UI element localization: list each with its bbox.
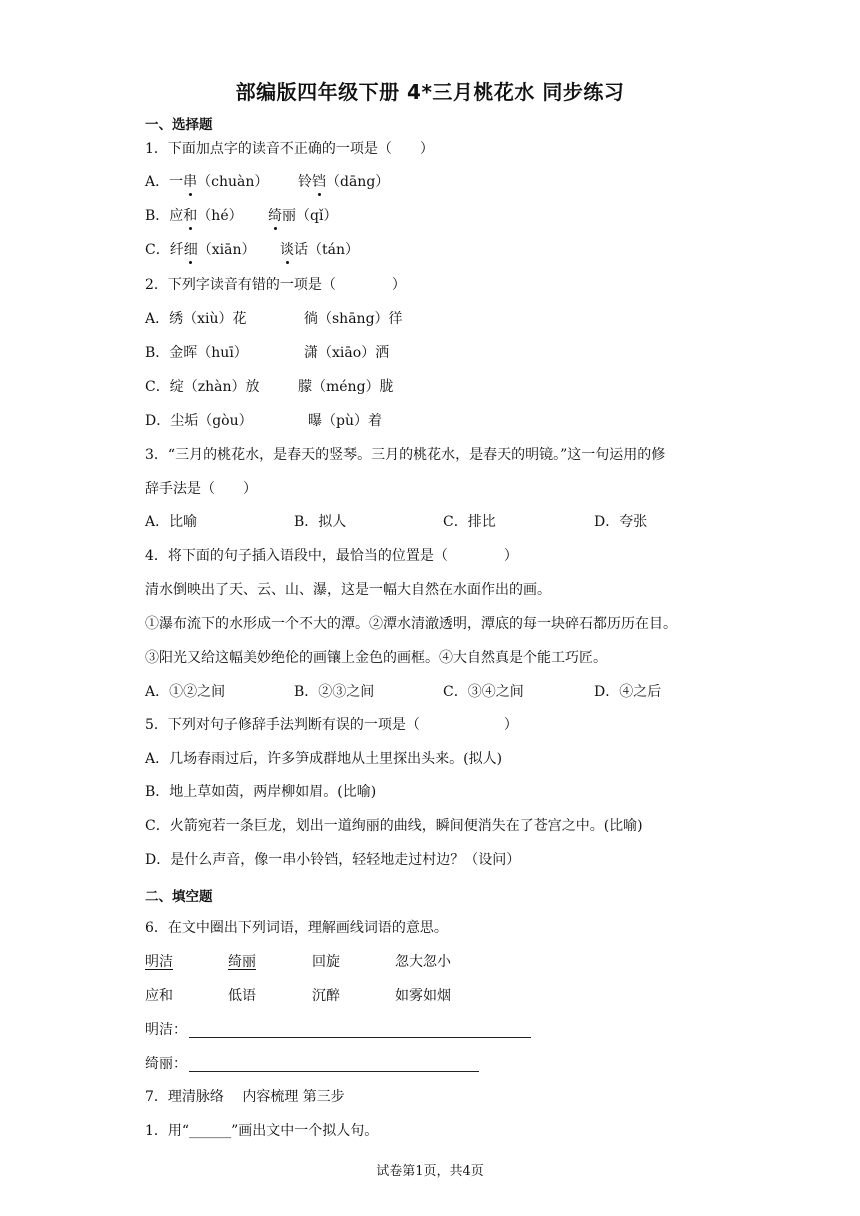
dotted-char: 铛 (312, 174, 326, 190)
section-heading-choice: 一、选择题 (145, 117, 213, 133)
page-footer: 试卷第1页，共4页 (376, 1164, 484, 1179)
word: 沉醉 (312, 988, 340, 1004)
text: 话（tán） (294, 242, 359, 258)
question-2-stem: 2．下列字读音有错的一项是（ ） (145, 277, 406, 293)
question-1-option-a (145, 172, 268, 192)
section-heading-fill: 二、填空题 (145, 889, 213, 905)
question-4-passage-line2: ③阳光又给这幅美妙绝伦的画镶上金色的画框。④大自然真是个能工巧匠。 (145, 650, 607, 666)
question-1-option-c (145, 240, 255, 260)
text: C．纤 (145, 242, 184, 258)
question-3-stem-line2: 辞手法是（ ） (145, 481, 257, 497)
word: 忽大忽小 (395, 954, 451, 970)
question-7-sub-1: 1．用“______”画出文中一个拟人句。 (145, 1123, 379, 1139)
dotted-char: 串 (183, 174, 198, 190)
word-underlined: 明洁 (145, 954, 173, 970)
question-7-stem: 7．理清脉络 内容梳理 第三步 (145, 1089, 345, 1105)
question-4-option-d: D．④之后 (594, 684, 662, 700)
question-1-option-b (145, 206, 243, 226)
text: （dāng） (326, 174, 390, 190)
dotted-char: 绮 (268, 208, 282, 224)
answer-blank-mingjie[interactable] (189, 1037, 531, 1038)
question-3-stem-line1: 3．“三月的桃花水，是春天的竖琴。三月的桃花水，是春天的明镜。”这一句运用的修 (145, 447, 666, 463)
question-5-option-a: A．几场春雨过后，许多笋成群地从土里探出头来。(拟人) (145, 751, 503, 767)
question-2-option-d-second: 曝（pù）着 (308, 413, 382, 429)
question-4-option-c: C．③④之间 (443, 684, 524, 700)
question-2-option-a-second: 徜（shāng）徉 (304, 311, 403, 327)
word: 应和 (145, 988, 173, 1004)
word: 回旋 (312, 954, 340, 970)
question-1-option-b-second (268, 206, 337, 226)
dotted-char: 谈 (280, 242, 294, 258)
question-6-stem: 6．在文中圈出下列词语，理解画线词语的意思。 (145, 920, 448, 936)
question-3-option-b: B．拟人 (294, 514, 347, 530)
question-3-option-a: A．比喻 (145, 514, 198, 530)
text: A．一 (145, 174, 184, 190)
question-3-option-d: D．夸张 (594, 514, 648, 530)
question-4-stem: 4．将下面的句子插入语段中，最恰当的位置是（ ） (145, 548, 518, 564)
word-underlined: 绮丽 (228, 954, 256, 970)
question-4-option-b: B．②③之间 (294, 684, 375, 700)
question-1-option-a-second (298, 172, 389, 192)
text: 铃 (298, 174, 312, 190)
text: （xiān） (197, 242, 256, 258)
question-1-stem: 1．下面加点字的读音不正确的一项是（ ） (145, 141, 434, 157)
question-4-passage-line1: ①瀑布流下的水形成一个不大的潭。②潭水清澈透明，潭底的每一块碎石都历历在目。 (145, 616, 677, 632)
question-2-option-b-second: 潇（xiāo）洒 (304, 345, 390, 361)
text: B．应 (145, 208, 184, 224)
question-4-option-a: A．①②之间 (145, 684, 226, 700)
question-5-stem: 5．下列对句子修辞手法判断有误的一项是（ ） (145, 717, 518, 733)
question-5-option-c: C．火箭宛若一条巨龙，划出一道绚丽的曲线，瞬间便消失在了苍宫之中。(比喻) (145, 818, 643, 834)
answer-label-mingjie: 明洁： (145, 1022, 187, 1038)
question-4-sentence: 清水倒映出了天、云、山、瀑，这是一幅大自然在水面作出的画。 (145, 582, 551, 598)
question-5-option-b: B．地上草如茵，两岸柳如眉。(比喻) (145, 784, 377, 800)
question-2-option-c-second: 朦（méng）胧 (298, 379, 394, 395)
dotted-char: 细 (183, 242, 198, 258)
word: 低语 (228, 988, 256, 1004)
page-title: 部编版四年级下册 4*三月桃花水 同步练习 (235, 80, 625, 104)
question-2-option-a: A．绣（xiù）花 (145, 311, 247, 327)
question-3-option-c: C．排比 (443, 514, 496, 530)
word: 如雾如烟 (395, 988, 451, 1004)
answer-label-qili: 绮丽： (145, 1056, 187, 1072)
question-5-option-d: D．是什么声音，像一串小铃铛，轻轻地走过村边？（设问） (145, 852, 521, 868)
text: （hé） (197, 208, 243, 224)
question-2-option-d: D．尘垢（gòu） (145, 413, 253, 429)
text: （chuàn） (197, 174, 269, 190)
text: 丽（qǐ） (282, 208, 338, 224)
answer-blank-qili[interactable] (189, 1071, 479, 1072)
question-2-option-b: B．金晖（huī） (145, 345, 248, 361)
dotted-char: 和 (183, 208, 198, 224)
question-1-option-c-second (280, 240, 359, 260)
question-2-option-c: C．绽（zhàn）放 (145, 379, 260, 395)
